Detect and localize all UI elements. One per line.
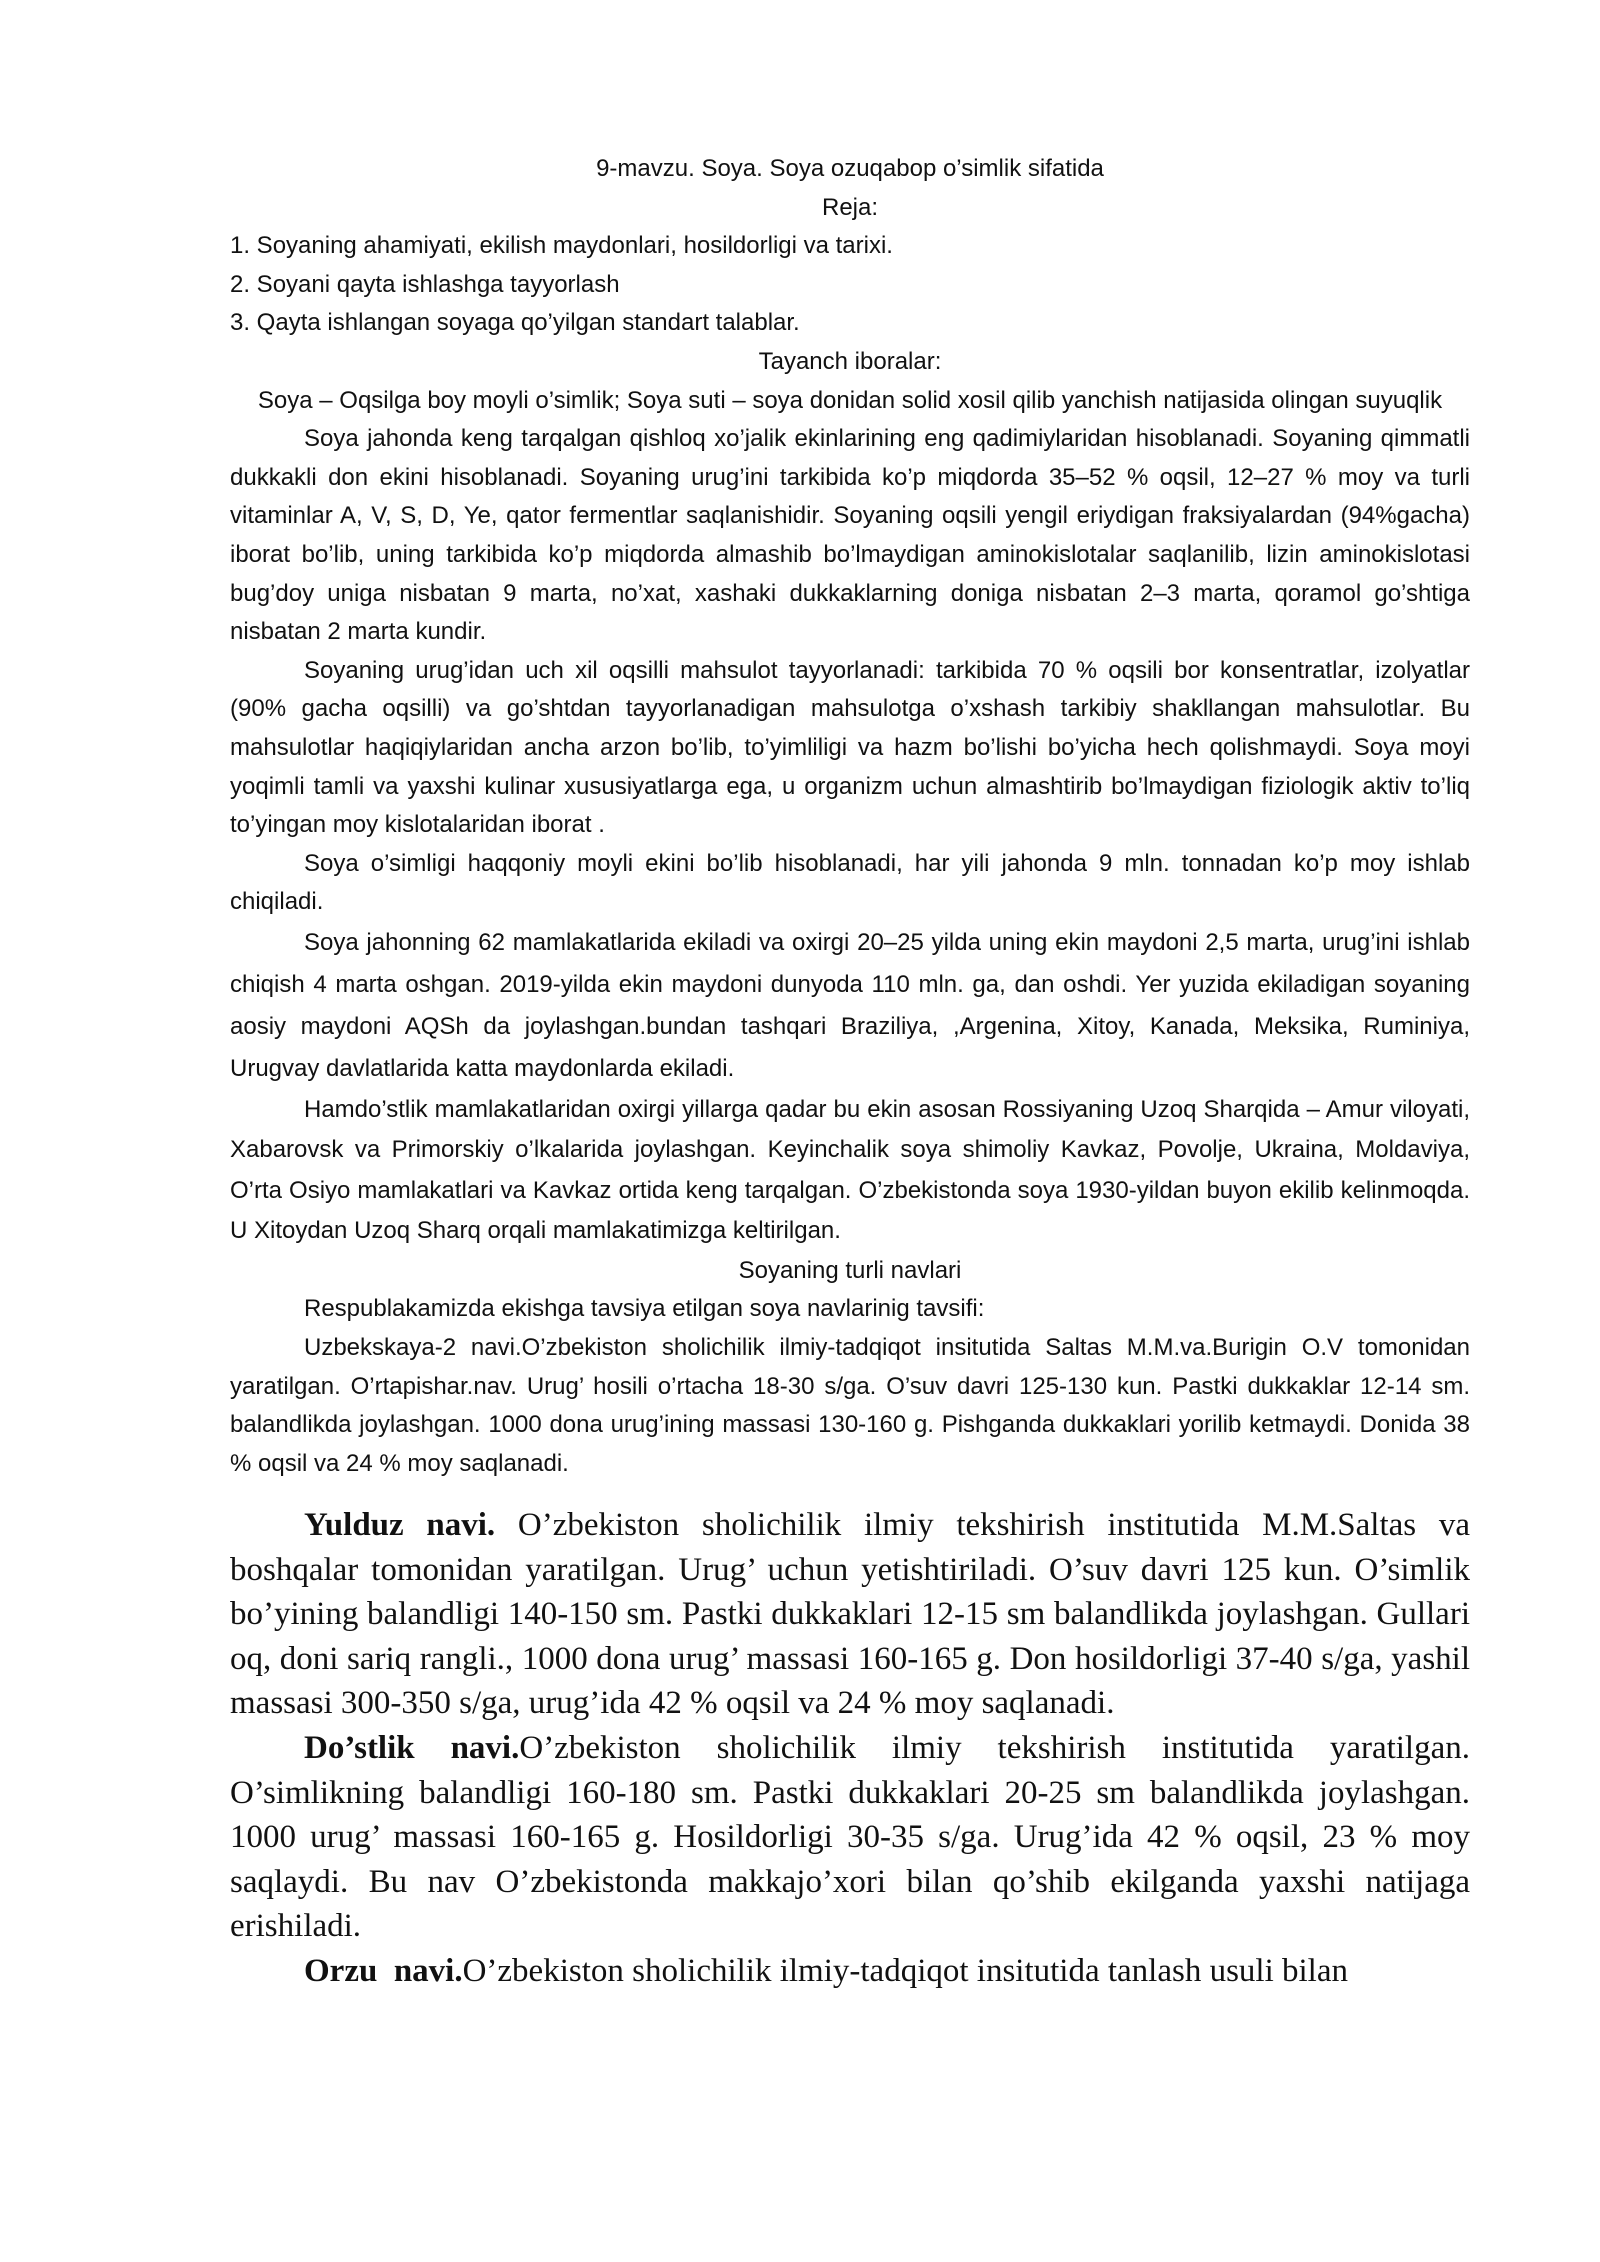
- variety-orzu: [230, 1949, 1470, 1994]
- keywords-text: Soya – Oqsilga boy moyli o’simlik; Soya suti – soya donidan solid xosil qilib yanchish natijasida olingan suyuqlik: [257, 386, 1443, 414]
- variety-uzbekskaya: Uzbekskaya-2 navi.O’zbekiston sholichilik ilmiy-tadqiqot insitutida Saltas M.M.va.Burigin O.V tomonidan yaratilgan. O’rtapishar.nav. Urug’ hosili o’rtacha 18-30 s/ga. O’suv davri 125-130 kun. Pastki dukkaklar 12-14 sm. balandlikda joylashgan. 1000 dona urug’ining massasi 130-160 g. Pishganda dukkaklari yorilib ketmaydi. Donida 38 % oqsil va 24 % moy saqlanadi.: [230, 1334, 1470, 1477]
- variety-dostlik: [230, 1726, 1470, 1949]
- body-paragraph: Soya jahonda keng tarqalgan qishloq xo’jalik ekinlarining eng qadimiylaridan hisoblanadi. Soyaning qimmatli dukkakli don ekini hisoblanadi. Soyaning urug’ini tarkibida ko’p miqdorda 35–52 % oqsil, 12–27 % moy va turli vitaminlar A, V, S, D, Ye, qator fermentlar saqlanishidir. Soyaning oqsili yengil eriydigan fraksiyalardan (94%gacha) iborat bo’lib, uning tarkibida ko’p miqdorda almashib bo’lmaydigan aminokislotalar saqlanilib, lizin aminokislotasi bug’doy uniga nisbatan 9 marta, no’xat, xashaki dukkaklarning doniga nisbatan 2–3 marta, qoramol go’shtiga nisbatan 2 marta kundir.: [230, 425, 1470, 646]
- page-title: 9-mavzu. Soya. Soya ozuqabop o’simlik sifatida: [596, 155, 1104, 182]
- variety-description: O’zbekiston sholichilik ilmiy-tadqiqot insitutida tanlash usuli bilan: [462, 1952, 1349, 1989]
- varieties-section: [230, 1503, 1470, 1994]
- variety-name: Do’stlik navi.: [304, 1729, 520, 1766]
- plan-item: 3. Qayta ishlangan soyaga qo’yilgan standart talablar.: [230, 309, 800, 337]
- body-paragraph: Soya o’simligi haqqoniy moyli ekini bo’lib hisoblanadi, har yili jahonda 9 mln. tonnadan ko’p moy ishlab chiqiladi.: [230, 849, 1470, 916]
- body-paragraph: Hamdo’stlik mamlakatlaridan oxirgi yillarga qadar bu ekin asosan Rossiyaning Uzoq Sharqida – Amur viloyati, Xabarovsk va Primorskiy o’lkalarida joylashgan. Keyinchalik soya shimoliy Kavkaz, Povolje, Ukraina, Moldaviya, O’rta Osiyo mamlakatlari va Kavkaz ortida keng tarqalgan. O’zbekistonda soya 1930-yildan buyon ekilib kelinmoqda. U Xitoydan Uzoq Sharq orqali mamlakatimizga keltirilgan.: [230, 1095, 1470, 1245]
- variety-name: Yulduz navi.: [304, 1507, 496, 1543]
- varieties-heading: Soyaning turli navlari: [738, 1256, 962, 1284]
- body-paragraph: Soya jahonning 62 mamlakatlarida ekiladi va oxirgi 20–25 yilda uning ekin maydoni 2,5 marta, urug’ini ishlab chiqish 4 marta oshgan. 2019-yilda ekin maydoni dunyoda 110 mln. ga, dan oshdi. Yer yuzida ekiladigan soyaning aosiy maydoni AQSh da joylashgan.bundan tashqari Braziliya, ,Argenina, Xitoy, Kanada, Meksika, Ruminiya, Urugvay davlatlarida katta maydonlarda ekiladi.: [230, 928, 1470, 1082]
- document-body: [230, 150, 1470, 1483]
- plan-heading: Reja:: [821, 193, 879, 221]
- variety-description: O’zbekiston sholichilik ilmiy tekshirish institutida M.M.Saltas va boshqalar tomonidan yaratilgan. Urug’ uchun yetishtiriladi. O’suv davri 125 kun. O’simlik bo’yining balandligi 140-150 sm. Pastki dukkaklari 12-15 sm balandlikda joylashgan. Gullari oq, doni sariq rangli., 1000 dona urug’ massasi 160-165 g. Don hosildorligi 37-40 s/ga, yashil massasi 300-350 s/ga, urug’ida 42 % oqsil va 24 % moy saqlanadi.: [230, 1507, 1470, 1722]
- varieties-intro: Respublakamizda ekishga tavsiya etilgan soya navlarinig tavsifi:: [304, 1295, 985, 1323]
- plan-item: 1. Soyaning ahamiyati, ekilish maydonlari, hosildorligi va tarixi.: [230, 232, 893, 260]
- keywords-heading: Tayanch iboralar:: [758, 347, 942, 375]
- plan-item: 2. Soyani qayta ishlashga tayyorlash: [230, 270, 620, 298]
- variety-name: Orzu navi.: [304, 1952, 463, 1989]
- variety-yulduz: [230, 1503, 1470, 1726]
- body-paragraph: Soyaning urug’idan uch xil oqsilli mahsulot tayyorlanadi: tarkibida 70 % oqsili bor konsentratlar, izolyatlar (90% gacha oqsilli) va go’shtdan tayyorlanadigan mahsulotga o’xshash tarkibiy shakllangan mahsulotlar. Bu mahsulotlar haqiqiylaridan ancha arzon bo’lib, to’yimliligi va hazm bo’lishi bo’yicha hech qolishmaydi. Soya moyi yoqimli tamli va yaxshi kulinar xususiyatlarga ega, u organizm uchun almashtirib bo’lmaydigan fiziologik aktiv to’liq to’yingan moy kislotalaridan iborat .: [230, 656, 1470, 839]
- variety-description: O’zbekiston sholichilik ilmiy tekshirish institutida yaratilgan. O’simlikning balandligi 160-180 sm. Pastki dukkaklari 20-25 sm balandlikda joylashgan. 1000 urug’ massasi 160-165 g. Hosildorligi 30-35 s/ga. Urug’ida 42 % oqsil, 23 % moy saqlaydi. Bu nav O’zbekistonda makkajo’xori bilan qo’shib ekilganda yaxshi natijaga erishiladi.: [230, 1729, 1471, 1945]
